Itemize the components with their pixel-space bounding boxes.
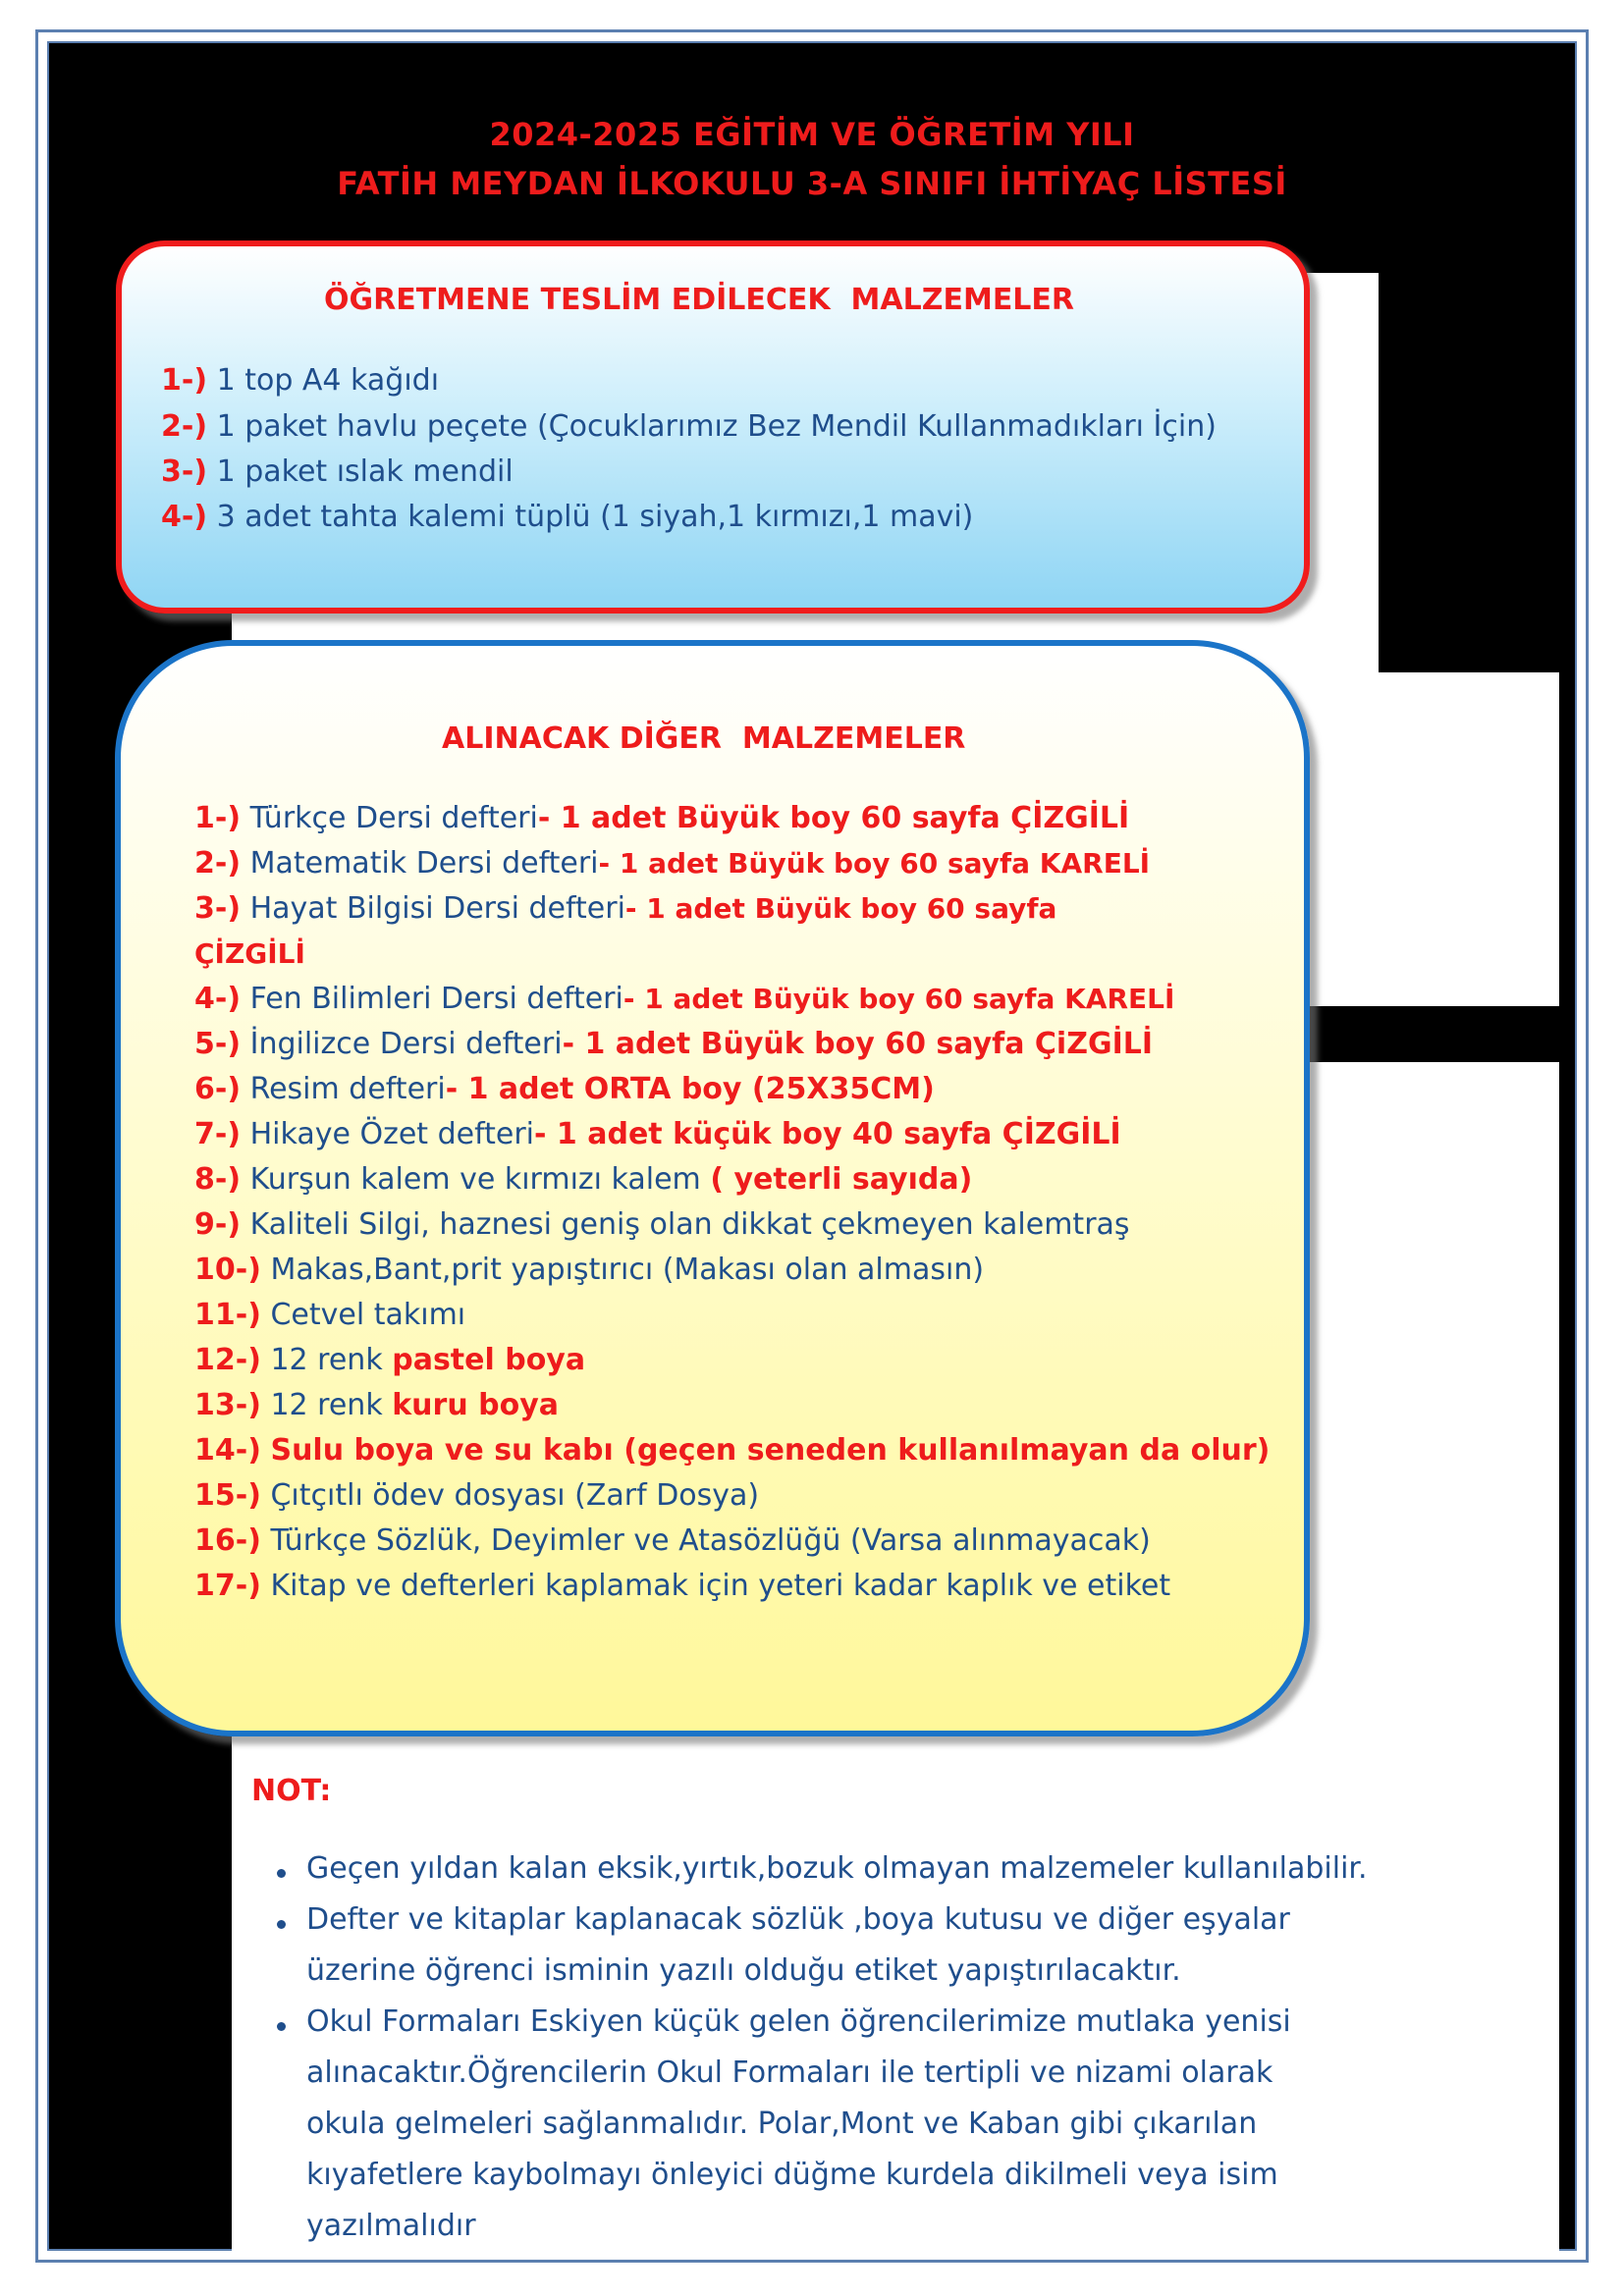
item-number: 12-) bbox=[194, 1343, 261, 1377]
other-item bbox=[194, 1343, 585, 1377]
item-number: 2-) bbox=[194, 846, 242, 881]
item-number: 3-) bbox=[194, 891, 242, 926]
item-text: Matematik Dersi defteri bbox=[249, 846, 599, 881]
other-item bbox=[194, 1072, 935, 1106]
item-number: 3-) bbox=[161, 454, 208, 489]
item-number: 8-) bbox=[194, 1162, 242, 1197]
other-item bbox=[194, 1478, 759, 1513]
item-text: 1 paket havlu peçete (Çocuklarımız Bez Mendil Kullanmadıkları İçin) bbox=[216, 409, 1217, 444]
item-text: Makas,Bant,prit yapıştırıcı (Makası olan almasın) bbox=[270, 1253, 985, 1287]
item-number: 9-) bbox=[194, 1207, 242, 1242]
item-detail: pastel boya bbox=[392, 1343, 586, 1377]
note-line: Defter ve kitaplar kaplanacak sözlük ,boya kutusu ve diğer eşyalar bbox=[306, 1902, 1290, 1937]
item-detail: - 1 adet ORTA boy (25X35CM) bbox=[445, 1072, 935, 1106]
item-number: 7-) bbox=[194, 1117, 242, 1151]
item-text: Resim defteri bbox=[249, 1072, 446, 1106]
teacher-item bbox=[161, 409, 1217, 444]
note-line: Okul Formaları Eskiyen küçük gelen öğrencilerimize mutlaka yenisi bbox=[306, 2004, 1291, 2039]
note-line: kıyafetlere kaybolmayı önleyici düğme kurdela dikilmeli veya isim bbox=[306, 2158, 1278, 2192]
other-item bbox=[194, 846, 1150, 881]
item-detail: - 1 adet Büyük boy 60 sayfa KARELİ bbox=[598, 847, 1151, 880]
other-item bbox=[194, 1207, 1130, 1242]
item-number: 4-) bbox=[161, 500, 208, 534]
other-item bbox=[194, 1433, 1270, 1468]
other-materials-heading: ALINACAK DİĞER MALZEMELER bbox=[442, 721, 966, 756]
other-item bbox=[194, 801, 1129, 835]
item-number: 4-) bbox=[194, 982, 242, 1016]
item-text: 12 renk bbox=[270, 1343, 393, 1377]
item-text: 1 top A4 kağıdı bbox=[216, 363, 440, 398]
item-text: Kitap ve defterleri kaplamak için yeteri kadar kaplık ve etiket bbox=[270, 1569, 1171, 1603]
other-item bbox=[194, 1253, 984, 1287]
item-number: 1-) bbox=[194, 801, 242, 835]
other-item bbox=[194, 1569, 1170, 1603]
item-detail: - 1 adet Büyük boy 60 sayfa ÇiZGİLİ bbox=[562, 1027, 1154, 1061]
item-text: 1 paket ıslak mendil bbox=[216, 454, 514, 489]
item-number: 16-) bbox=[194, 1523, 261, 1558]
page-title-line2: FATİH MEYDAN İLKOKULU 3-A SINIFI İHTİYAÇ LİSTESİ bbox=[337, 165, 1287, 202]
teacher-materials-heading: ÖĞRETMENE TESLİM EDİLECEK MALZEMELER bbox=[324, 283, 1075, 317]
item-number: 13-) bbox=[194, 1388, 261, 1422]
item-text: Cetvel takımı bbox=[270, 1298, 466, 1332]
other-item bbox=[194, 1027, 1153, 1061]
bullet-marker bbox=[277, 1920, 286, 1929]
item-text: Türkçe Sözlük, Deyimler ve Atasözlüğü (Varsa alınmayacak) bbox=[270, 1523, 1151, 1558]
teacher-item bbox=[161, 454, 514, 489]
item-text: Hikaye Özet defteri bbox=[249, 1117, 535, 1151]
note-line: okula gelmeleri sağlanmalıdır. Polar,Mont ve Kaban gibi çıkarılan bbox=[306, 2107, 1258, 2141]
item-text: Fen Bilimleri Dersi defteri bbox=[249, 982, 623, 1016]
item-number: 11-) bbox=[194, 1298, 261, 1332]
item-text: 3 adet tahta kalemi tüplü (1 siyah,1 kırmızı,1 mavi) bbox=[216, 500, 974, 534]
item-detail: ( yeterli sayıda) bbox=[710, 1162, 973, 1197]
item-number: 2-) bbox=[161, 409, 208, 444]
item-number: 6-) bbox=[194, 1072, 242, 1106]
item-text: Hayat Bilgisi Dersi defteri bbox=[249, 891, 625, 926]
item-detail: - 1 adet Büyük boy 60 sayfa KARELİ bbox=[623, 983, 1175, 1015]
item-number: 1-) bbox=[161, 363, 208, 398]
item-detail: - 1 adet küçük boy 40 sayfa ÇİZGİLİ bbox=[534, 1117, 1121, 1151]
note-line: üzerine öğrenci isminin yazılı olduğu etiket yapıştırılacaktır. bbox=[306, 1953, 1181, 1988]
note-line: alınacaktır.Öğrencilerin Okul Formaları ile tertipli ve nizami olarak bbox=[306, 2056, 1273, 2090]
bullet-marker bbox=[277, 1869, 286, 1878]
other-item bbox=[194, 1298, 465, 1332]
item-text: Türkçe Dersi defteri bbox=[249, 801, 538, 835]
item-text: İngilizce Dersi defteri bbox=[249, 1027, 563, 1061]
item-text: Çıtçıtlı ödev dosyası (Zarf Dosya) bbox=[270, 1478, 760, 1513]
item-detail: kuru boya bbox=[392, 1388, 560, 1422]
item-text: Kurşun kalem ve kırmızı kalem bbox=[249, 1162, 711, 1197]
note-line: Geçen yıldan kalan eksik,yırtık,bozuk olmayan malzemeler kullanılabilir. bbox=[306, 1851, 1368, 1886]
item-text: 12 renk bbox=[270, 1388, 393, 1422]
item-number: 5-) bbox=[194, 1027, 242, 1061]
item-detail: - 1 adet Büyük boy 60 sayfa bbox=[624, 892, 1057, 925]
teacher-item bbox=[161, 363, 439, 398]
item-text: Kaliteli Silgi, haznesi geniş olan dikkat çekmeyen kalemtraş bbox=[249, 1207, 1130, 1242]
other-item-wrap bbox=[194, 936, 305, 971]
other-item bbox=[194, 1117, 1121, 1151]
other-item bbox=[194, 1388, 559, 1422]
note-line: yazılmalıdır bbox=[306, 2209, 476, 2243]
teacher-item bbox=[161, 500, 973, 534]
notes-title: NOT: bbox=[251, 1774, 332, 1808]
item-number: 17-) bbox=[194, 1569, 261, 1603]
bullet-marker bbox=[277, 2022, 286, 2031]
item-number: 10-) bbox=[194, 1253, 261, 1287]
other-item bbox=[194, 1523, 1151, 1558]
item-detail: Sulu boya ve su kabı (geçen seneden kullanılmayan da olur) bbox=[270, 1433, 1271, 1468]
page-title-line1: 2024-2025 EĞİTİM VE ÖĞRETİM YILI bbox=[489, 116, 1135, 153]
other-item bbox=[194, 982, 1174, 1016]
item-detail: - 1 adet Büyük boy 60 sayfa ÇİZGİLİ bbox=[537, 801, 1130, 835]
item-number: 14-) bbox=[194, 1433, 261, 1468]
other-item bbox=[194, 891, 1056, 926]
item-number: 15-) bbox=[194, 1478, 261, 1513]
other-item bbox=[194, 1162, 972, 1197]
item-detail-wrap: ÇİZGİLİ bbox=[194, 937, 305, 970]
